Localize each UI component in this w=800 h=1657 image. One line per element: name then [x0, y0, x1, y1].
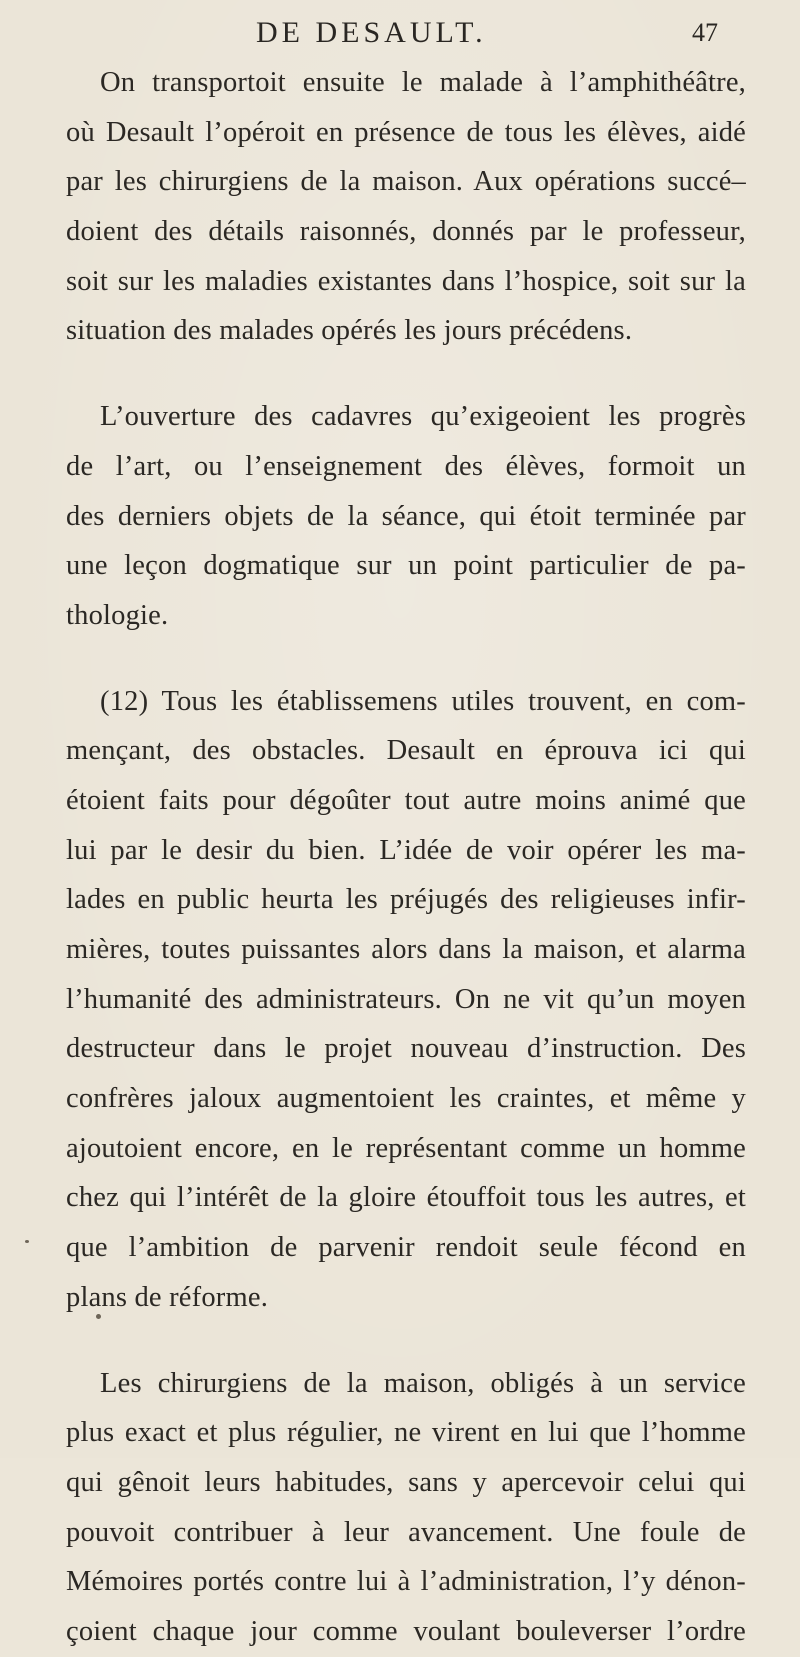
paragraph-1 — [66, 58, 746, 356]
text-line: situation des malades opérés les jours précédens. — [66, 315, 633, 347]
text-line: Mémoires portés contre lui à l’administration, l’y dénon- — [66, 1566, 746, 1598]
paper-speck — [25, 1240, 29, 1243]
text-line: de l’art, ou l’enseignement des élèves, formoit un — [66, 450, 746, 482]
text-line: confrères jaloux augmentoient les craintes, et même y — [66, 1083, 746, 1115]
text-line: mençant, des obstacles. Desault en éprouva ici qui — [66, 735, 746, 767]
text-line: une leçon dogmatique sur un point particulier de pa- — [66, 550, 746, 582]
text-line: étoient faits pour dégoûter tout autre moins animé que — [66, 784, 746, 816]
paragraph-3 — [66, 677, 746, 1323]
running-head-title: DE DESAULT. — [256, 16, 487, 49]
text-line: thologie. — [66, 599, 169, 631]
text-line: Les chirurgiens de la maison, obligés à un service — [100, 1367, 746, 1399]
text-line: qui gênoit leurs habitudes, sans y apercevoir celui qui — [66, 1466, 746, 1498]
paragraph-4 — [66, 1359, 746, 1657]
text-line: (12) Tous les établissemens utiles trouvent, en com- — [100, 685, 746, 717]
text-line: lades en public heurta les préjugés des religieuses infir- — [66, 884, 746, 916]
text-line: destructeur dans le projet nouveau d’instruction. Des — [66, 1033, 746, 1065]
text-line: pouvoit contribuer à leur avancement. Une foule de — [66, 1516, 746, 1548]
text-line: çoient chaque jour comme voulant bouleverser l’ordre — [66, 1615, 746, 1647]
running-head — [0, 16, 800, 56]
text-line: chez qui l’intérêt de la gloire étouffoit tous les autres, et — [66, 1182, 746, 1214]
text-line: où Desault l’opéroit en présence de tous les élèves, aidé — [66, 116, 746, 148]
text-line: doient des détails raisonnés, donnés par le professeur, — [66, 216, 746, 248]
page-number: 47 — [692, 18, 718, 47]
text-line: ajoutoient encore, en le représentant comme un homme — [66, 1132, 746, 1164]
text-line: On transportoit ensuite le malade à l’amphithéâtre, — [100, 67, 746, 98]
paragraph-2 — [66, 392, 746, 640]
text-line: plans de réforme. — [66, 1281, 269, 1313]
text-line: L’ouverture des cadavres qu’exigeoient les progrès — [100, 401, 746, 433]
body-text — [66, 58, 746, 1657]
text-line: par les chirurgiens de la maison. Aux opérations succé– — [66, 166, 746, 198]
text-line: soit sur les maladies existantes dans l’hospice, soit sur la — [66, 265, 746, 297]
text-line: des derniers objets de la séance, qui étoit terminée par — [66, 500, 746, 532]
paper-speck — [96, 1314, 101, 1319]
text-line: lui par le desir du bien. L’idée de voir opérer les ma- — [66, 834, 746, 866]
text-line: plus exact et plus régulier, ne virent en lui que l’homme — [66, 1417, 746, 1449]
text-line: que l’ambition de parvenir rendoit seule fécond en — [66, 1232, 746, 1264]
text-line: l’humanité des administrateurs. On ne vit qu’un moyen — [66, 983, 746, 1015]
text-line: mières, toutes puissantes alors dans la maison, et alarma — [66, 934, 746, 965]
